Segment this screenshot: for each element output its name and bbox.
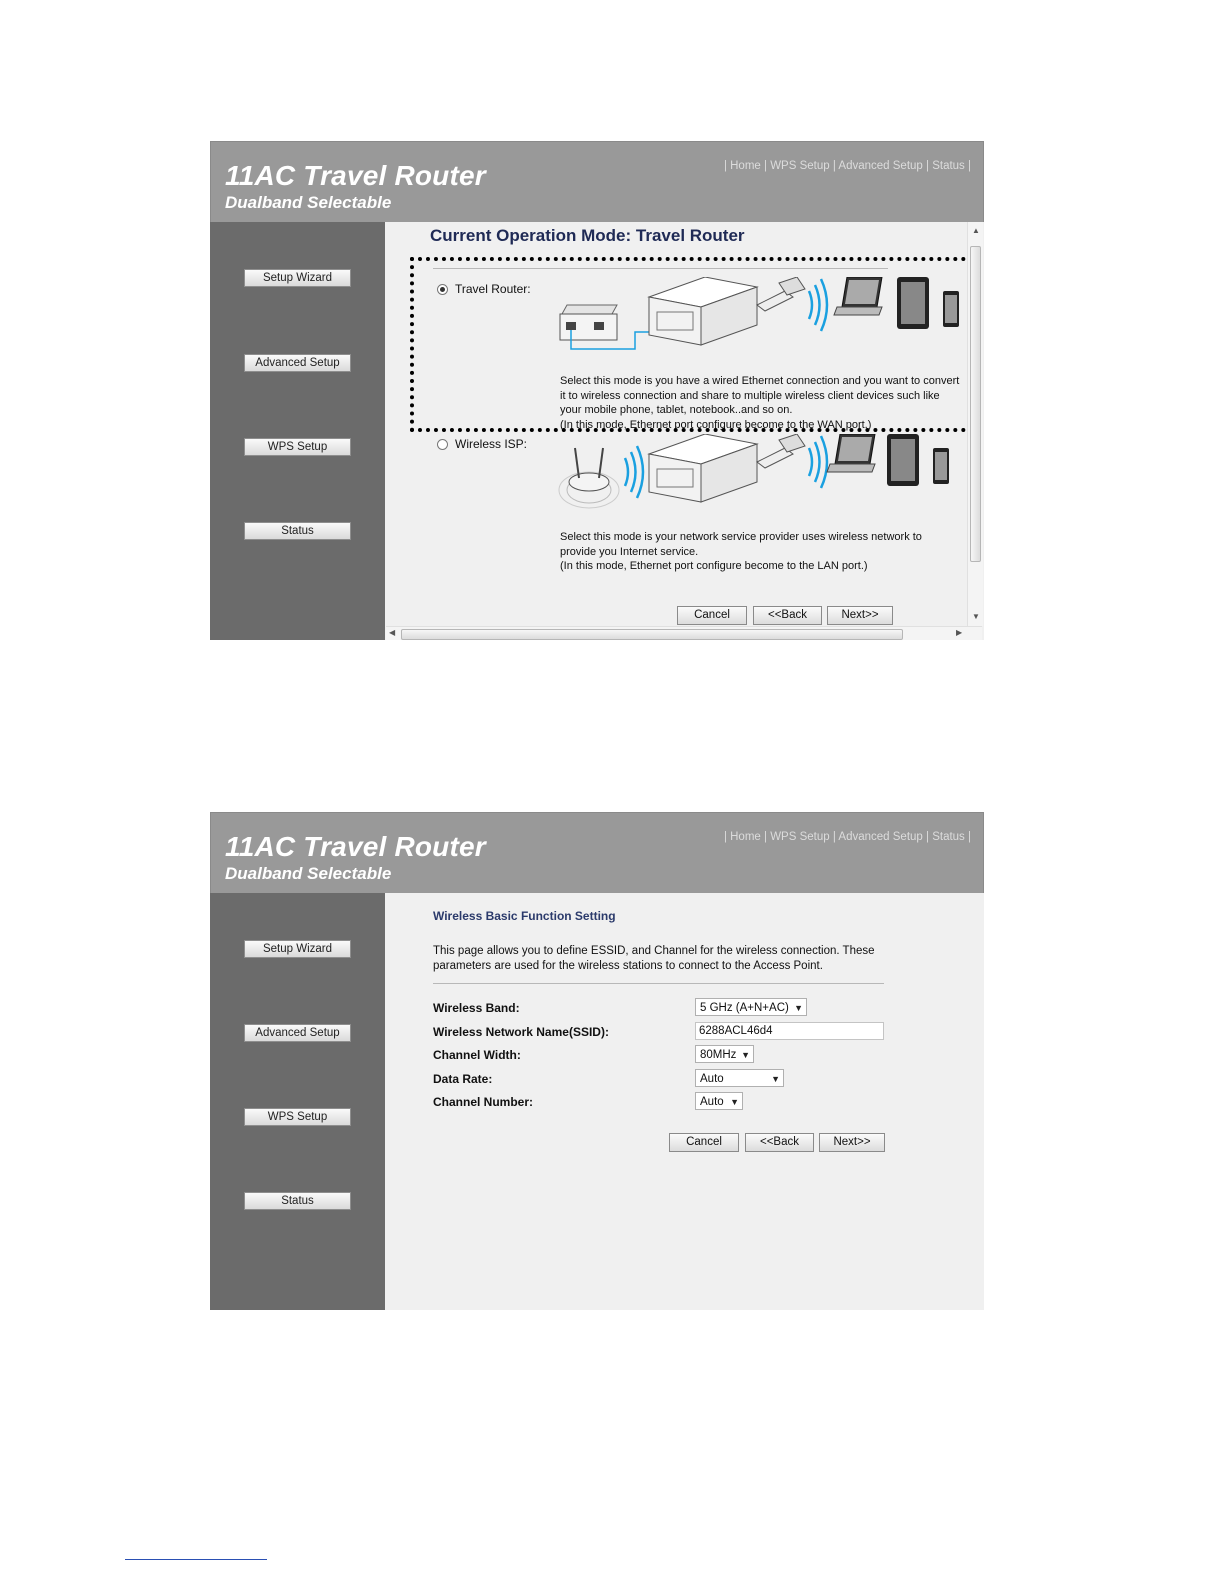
- scroll-left-icon[interactable]: ◀: [389, 628, 396, 637]
- travel-router-label: Travel Router:: [455, 282, 531, 296]
- travel-router-highlight-frame: [410, 257, 982, 432]
- dropdown-arrow-icon: ▼: [794, 1003, 803, 1013]
- data-rate-label: Data Rate:: [433, 1072, 493, 1086]
- brand-title: 11AC Travel Router: [225, 831, 486, 862]
- sidebar: [210, 222, 385, 640]
- channel-number-label: Channel Number:: [433, 1095, 534, 1109]
- travel-router-note: (In this mode, Ethernet port configure become to the WAN port.): [560, 418, 872, 431]
- router-device-icon: [649, 434, 757, 502]
- back-button[interactable]: <<Back: [753, 606, 822, 625]
- vertical-scroll-thumb[interactable]: [970, 246, 981, 562]
- sidebar-status-button[interactable]: Status: [244, 1192, 351, 1210]
- channel-width-value: 80MHz: [700, 1049, 737, 1061]
- brand-subtitle: Dualband Selectable: [225, 864, 392, 883]
- wifi-signal-icon: [809, 436, 827, 488]
- scroll-up-icon[interactable]: ▲: [972, 226, 980, 235]
- nav-advanced-setup-link[interactable]: Advanced Setup: [838, 160, 923, 172]
- sidebar: [210, 893, 385, 1310]
- section-title: Wireless Basic Function Setting: [433, 909, 616, 923]
- cancel-button[interactable]: Cancel: [669, 1133, 739, 1152]
- vertical-scrollbar[interactable]: [967, 222, 983, 626]
- nav-status-link[interactable]: Status: [932, 160, 965, 172]
- page-title: Current Operation Mode: Travel Router: [430, 226, 745, 245]
- travel-router-description: Select this mode is you have a wired Ethernet connection and you want to convert it to wireless connection and share to multiple wireless client devices such like your mobile phone, tablet, notebook..and so on. (In this mode, Ethernet port configure become to the WAN port.): [560, 375, 960, 431]
- wireless-isp-note: (In this mode, Ethernet port configure become to the LAN port.): [560, 560, 868, 572]
- channel-number-select[interactable]: [695, 1092, 743, 1110]
- access-point-icon: [559, 448, 619, 508]
- horizontal-scroll-thumb[interactable]: [401, 629, 903, 640]
- phone-icon: [933, 448, 949, 484]
- brand-title: 11AC Travel Router: [225, 160, 486, 191]
- wireless-band-label: Wireless Band:: [433, 1001, 520, 1015]
- sidebar-wps-setup-button[interactable]: WPS Setup: [244, 1108, 351, 1126]
- data-rate-value: Auto: [700, 1073, 724, 1085]
- scroll-right-icon[interactable]: ▶: [956, 628, 963, 637]
- wireless-basic-setting-screen: [210, 812, 984, 1310]
- operation-mode-screen: [210, 141, 984, 640]
- sidebar-advanced-setup-button[interactable]: Advanced Setup: [244, 354, 351, 372]
- laptop-icon: [827, 434, 875, 472]
- wireless-isp-diagram: [557, 434, 967, 524]
- next-button[interactable]: Next>>: [819, 1133, 885, 1152]
- channel-width-select[interactable]: [695, 1045, 754, 1063]
- tablet-icon: [887, 434, 919, 486]
- channel-number-value: Auto: [700, 1096, 724, 1108]
- next-button[interactable]: Next>>: [827, 606, 893, 625]
- sidebar-setup-wizard-button[interactable]: Setup Wizard: [244, 269, 351, 287]
- dropdown-arrow-icon: ▼: [741, 1050, 750, 1060]
- header-bar: [210, 812, 984, 895]
- sidebar-setup-wizard-button[interactable]: Setup Wizard: [244, 940, 351, 958]
- dropdown-arrow-icon: ▼: [771, 1074, 780, 1084]
- footnote-separator: [125, 1559, 267, 1560]
- ssid-label: Wireless Network Name(SSID):: [433, 1025, 609, 1039]
- nav-home-link[interactable]: Home: [730, 831, 761, 843]
- horizontal-scrollbar[interactable]: [386, 626, 982, 640]
- header-bar: [210, 141, 984, 224]
- ssid-input[interactable]: [695, 1022, 884, 1040]
- nav-status-link[interactable]: Status: [932, 831, 965, 843]
- dropdown-arrow-icon: ▼: [730, 1097, 739, 1107]
- sidebar-wps-setup-button[interactable]: WPS Setup: [244, 438, 351, 456]
- divider: [433, 983, 884, 984]
- channel-width-label: Channel Width:: [433, 1048, 521, 1062]
- nav-wps-setup-link[interactable]: WPS Setup: [770, 160, 830, 172]
- nav-home-link[interactable]: Home: [730, 160, 761, 172]
- wireless-isp-radio[interactable]: [437, 439, 448, 450]
- top-nav: | Home | WPS Setup | Advanced Setup | Status |: [723, 831, 971, 843]
- wireless-isp-description: Select this mode is your network service provider uses wireless network to provide you Internet service. (In this mode, Ethernet port configure become to the LAN port.): [560, 531, 922, 572]
- main-content: [385, 893, 984, 1310]
- nav-advanced-setup-link[interactable]: Advanced Setup: [838, 831, 923, 843]
- cancel-button[interactable]: Cancel: [677, 606, 747, 625]
- wireless-band-value: 5 GHz (A+N+AC): [700, 1002, 789, 1014]
- back-button[interactable]: <<Back: [745, 1133, 814, 1152]
- sidebar-advanced-setup-button[interactable]: Advanced Setup: [244, 1024, 351, 1042]
- scroll-down-icon[interactable]: ▼: [972, 612, 980, 621]
- usb-plug-icon: [757, 434, 805, 468]
- wireless-band-select[interactable]: [695, 998, 807, 1016]
- wireless-isp-label: Wireless ISP:: [455, 437, 528, 451]
- data-rate-select[interactable]: [695, 1069, 784, 1087]
- sidebar-status-button[interactable]: Status: [244, 522, 351, 540]
- intro-text: This page allows you to define ESSID, and Channel for the wireless connection. These parameters are used for the wireless stations to connect to the Access Point.: [433, 945, 875, 972]
- top-nav: | Home | WPS Setup | Advanced Setup | Status |: [723, 160, 971, 172]
- wifi-signal-icon: [625, 446, 643, 498]
- nav-wps-setup-link[interactable]: WPS Setup: [770, 831, 830, 843]
- brand-subtitle: Dualband Selectable: [225, 193, 392, 212]
